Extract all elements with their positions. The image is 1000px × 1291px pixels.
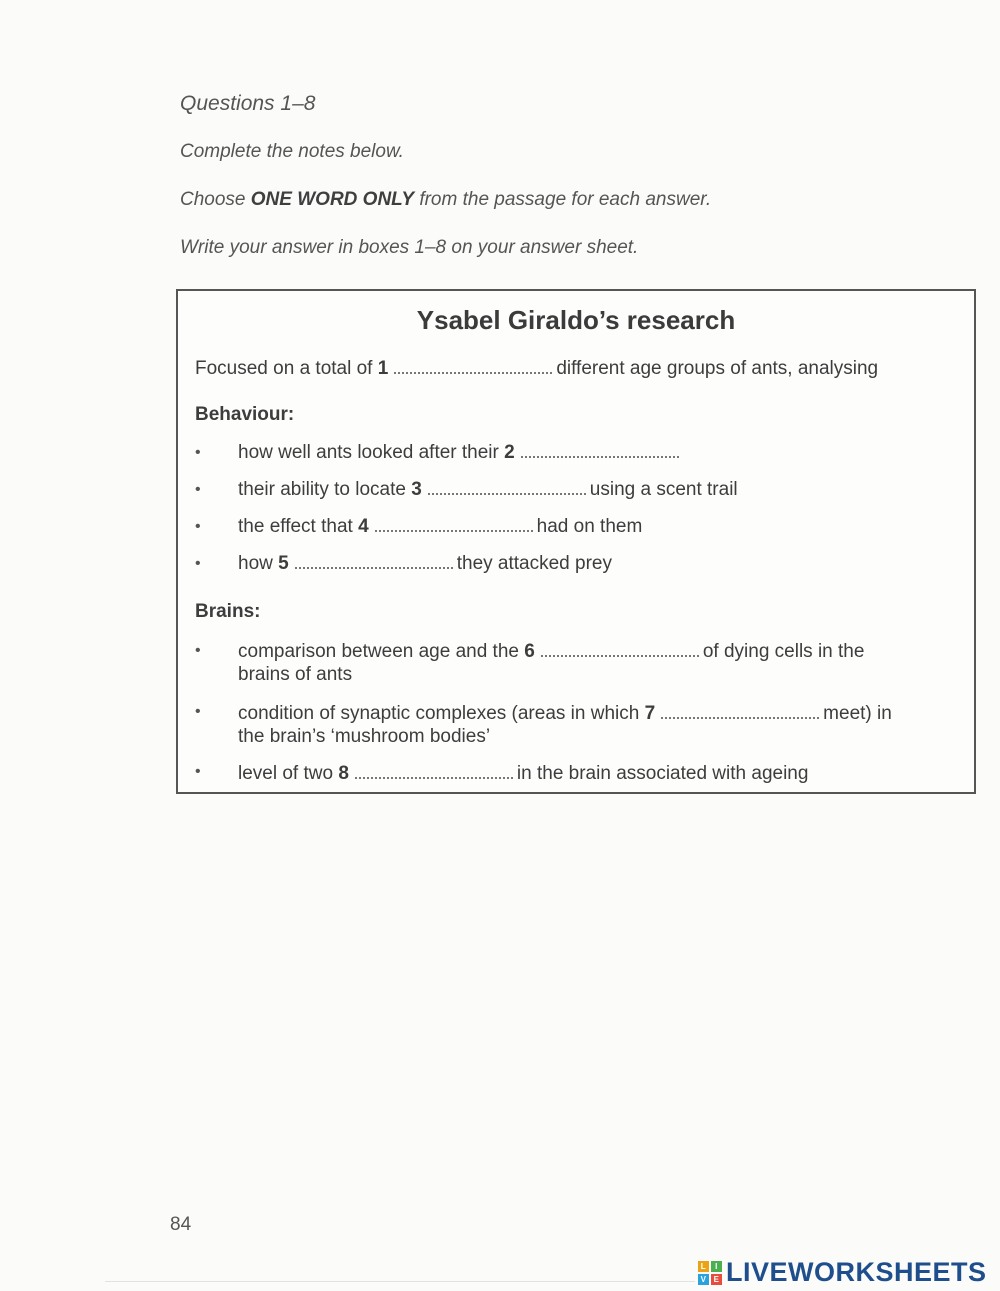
brains-item-8 [238,763,808,785]
item-3-pre: their ability to locate [238,479,412,500]
notes-title: Ysabel Giraldo’s research [416,305,736,335]
bullet-icon: • [195,642,201,659]
item-3-post: using a scent trail [589,479,738,500]
brains-item-6 [238,641,864,663]
item-6-post: of dying cells in the [702,641,865,662]
brains-item-7 [238,703,892,725]
behaviour-item-3 [238,479,738,501]
intro-post: different age groups of ants, analysing [556,358,879,379]
item-5-pre: how [238,553,279,574]
item-7-pre: condition of synaptic complexes (areas in which [238,703,645,724]
gap-number-2: 2 [504,442,515,463]
notes-box [176,289,976,794]
notes-intro [195,358,878,380]
item-4-post: had on them [536,516,643,537]
answer-gap-7[interactable] [661,703,819,719]
bottom-rule [105,1281,695,1282]
item-8-post: in the brain associated with ageing [516,763,809,784]
gap-number-6: 6 [524,641,535,662]
instruction-choose-pre: Choose [180,189,251,210]
gap-number-5: 5 [278,553,289,574]
instruction-choose-word [180,188,940,212]
answer-gap-6[interactable] [541,641,699,657]
answer-gap-1[interactable] [394,358,552,374]
brains-item-7-line2: the brain’s ‘mushroom bodies’ [238,726,491,747]
item-7-post: meet) in [823,703,892,724]
logo-mark-letter: E [711,1274,722,1285]
behaviour-item-2 [238,442,683,464]
logo-mark-letter: V [698,1274,709,1285]
page-number: 84 [170,1214,192,1235]
item-2-pre: how well ants looked after their [238,442,505,463]
bullet-icon: • [195,444,201,461]
gap-number-3: 3 [411,479,422,500]
item-8-pre: level of two [238,763,339,784]
liveworksheets-logo [698,1257,987,1288]
answer-gap-5[interactable] [295,553,453,569]
answer-gap-8[interactable] [355,763,513,779]
item-5-post: they attacked prey [456,553,612,574]
instruction-one-word-only: ONE WORD ONLY [250,189,415,210]
item-6-pre: comparison between age and the [238,641,525,662]
bullet-icon: • [195,555,201,572]
instruction-complete-notes: Complete the notes below. [180,141,404,162]
gap-number-4: 4 [358,516,369,537]
bullet-icon: • [195,703,201,720]
brains-heading: Brains: [195,601,261,622]
gap-number-1: 1 [377,358,389,379]
gap-number-8: 8 [338,763,349,784]
answer-gap-4[interactable] [375,516,533,532]
brains-item-6-line2: brains of ants [238,664,353,685]
instruction-choose-post: from the passage for each answer. [414,189,712,210]
gap-number-7: 7 [644,703,656,724]
logo-text: LIVEWORKSHEETS [726,1257,987,1287]
bullet-icon: • [195,481,201,498]
answer-gap-2[interactable] [521,442,679,458]
behaviour-item-5 [238,553,612,575]
behaviour-item-4 [238,516,642,538]
bullet-icon: • [195,763,201,780]
bullet-icon: • [195,518,201,535]
logo-mark-icon [698,1261,722,1285]
questions-heading: Questions 1–8 [180,92,316,115]
logo-mark-letter: I [711,1261,722,1272]
answer-gap-3[interactable] [428,479,586,495]
intro-pre: Focused on a total of [195,358,378,379]
logo-mark-letter: L [698,1261,709,1272]
instructions [180,92,940,284]
item-4-pre: the effect that [238,516,359,537]
instruction-answer-boxes: Write your answer in boxes 1–8 on your answer sheet. [180,237,639,258]
behaviour-heading: Behaviour: [195,404,295,425]
